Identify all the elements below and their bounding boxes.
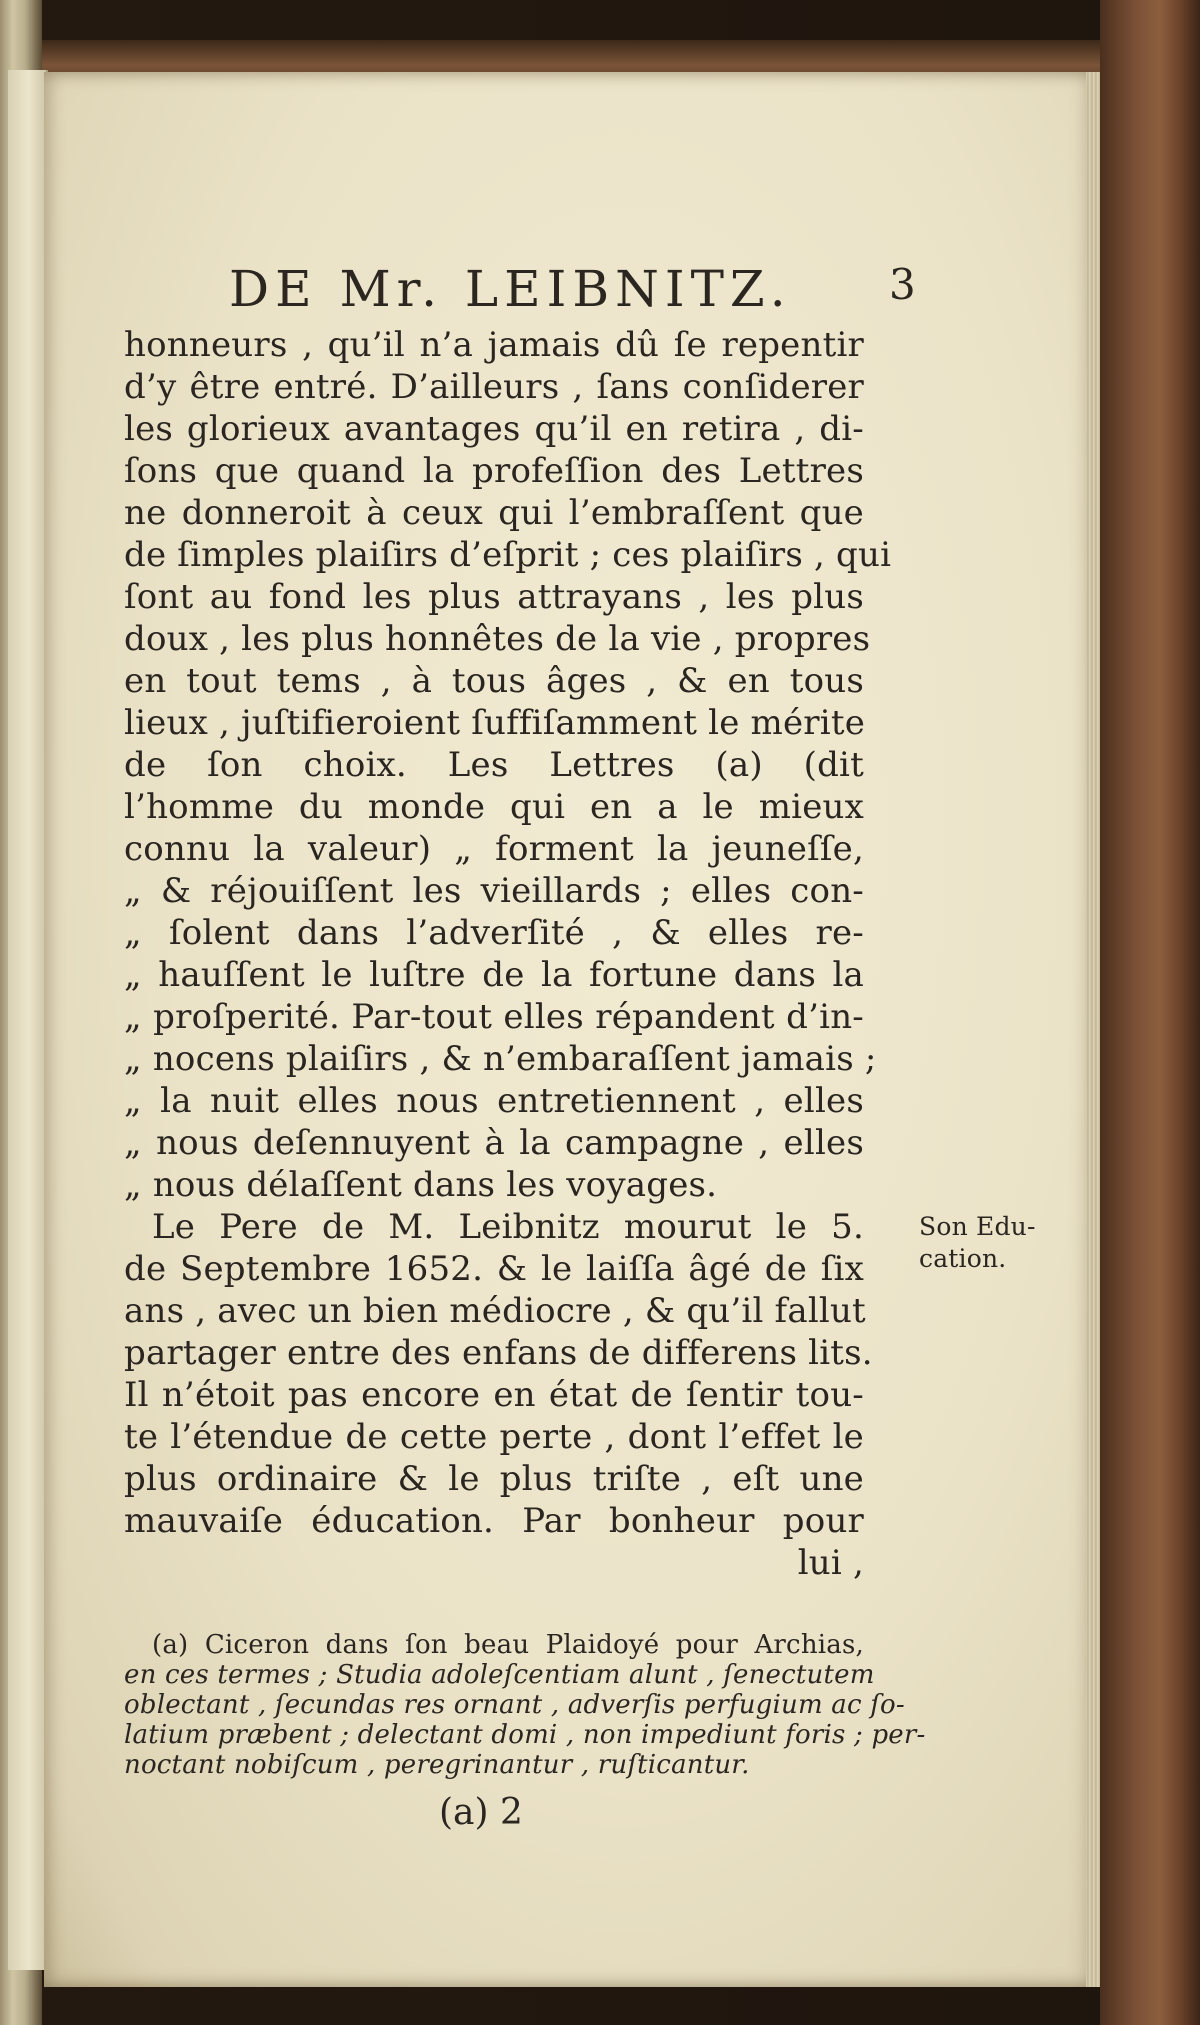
page-header (229, 190, 922, 318)
text-line: „ proſperité. Par-tout elles répandent d’in- (124, 997, 864, 1037)
text-line: ſont au fond les plus attrayans , les plus (124, 577, 864, 617)
footnote-line: noctant nobiſcum , peregrinantur , ruſticantur. (124, 1750, 750, 1780)
text-line: d’y être entré. D’ailleurs , ſans conſiderer (124, 367, 864, 407)
text-line: de ſimples plaiſirs d’eſprit ; ces plaiſirs , qui (124, 535, 892, 575)
text-line: „ la nuit elles nous entretiennent , elles (124, 1081, 864, 1121)
text-line: Il n’étoit pas encore en état de ſentir tou- (124, 1375, 864, 1415)
text-line: en tout tems , à tous âges , & en tous (124, 661, 864, 701)
text-line: connu la valeur) „ forment la jeuneſſe, (124, 829, 864, 869)
book-page (44, 72, 1100, 1987)
catchword: lui , (797, 1543, 864, 1583)
text-line: ſons que quand la profeſſion des Lettres (124, 451, 864, 491)
text-line: partager entre des enfans de differens lits. (124, 1333, 873, 1373)
text-line: „ nous deſennuyent à la campagne , elles (124, 1123, 864, 1163)
text-line: ans , avec un bien médiocre , & qu’il fallut (124, 1291, 866, 1331)
text-line: les glorieux avantages qu’il en retira , di- (124, 409, 864, 449)
text-line: plus ordinaire & le plus triſte , eſt une (124, 1459, 864, 1499)
footnote-line: oblectant , ſecundas res ornant , adverſis perfugium ac ſo- (124, 1690, 905, 1720)
page-number: 3 (889, 260, 922, 309)
facing-page-edge (8, 70, 48, 1970)
footnote-line: latium præbent ; delectant domi , non impediunt foris ; per- (124, 1720, 926, 1750)
text-line: „ nocens plaiſirs , & n’embaraſſent jamais ; (124, 1039, 877, 1079)
text-line: Le Pere de M. Leibnitz mourut le 5. (152, 1207, 864, 1247)
text-line: „ & réjouiſſent les vieillards ; elles con- (124, 871, 864, 911)
margin-note-line: Son Edu- (919, 1212, 1036, 1241)
text-line: de ſon choix. Les Lettres (a) (dit (124, 745, 864, 785)
footnote-line: (a) Ciceron dans ſon beau Plaidoyé pour Archias, (152, 1630, 864, 1660)
text-line: de Septembre 1652. & le laiſſa âgé de ſix (124, 1249, 864, 1289)
text-line: te l’étendue de cette perte , dont l’effet le (124, 1417, 864, 1457)
margin-note-line: cation. (919, 1244, 1007, 1273)
text-line: doux , les plus honnêtes de la vie , propres (124, 619, 871, 659)
footnote-line: en ces termes ; Studia adoleſcentiam alunt , ſenectutem (124, 1660, 875, 1690)
text-line: honneurs , qu’il n’a jamais dû ſe repentir (124, 325, 864, 365)
text-line: lieux , juſtifieroient ſuffiſamment le mérite (124, 703, 866, 743)
running-head: DE Mr. LEIBNITZ. (229, 260, 792, 318)
text-line: ne donneroit à ceux qui l’embraſſent que (124, 493, 864, 533)
signature-mark: (a) 2 (439, 1792, 523, 1833)
text-line: „ hauſſent le luſtre de la fortune dans la (124, 955, 864, 995)
book-cover-edge (1100, 0, 1200, 2025)
text-line: l’homme du monde qui en a le mieux (124, 787, 864, 827)
text-line: mauvaiſe éducation. Par bonheur pour (124, 1501, 864, 1541)
text-line: „ nous délaſſent dans les voyages. (124, 1165, 718, 1205)
text-line: „ ſolent dans l’adverſité , & elles re- (124, 913, 864, 953)
